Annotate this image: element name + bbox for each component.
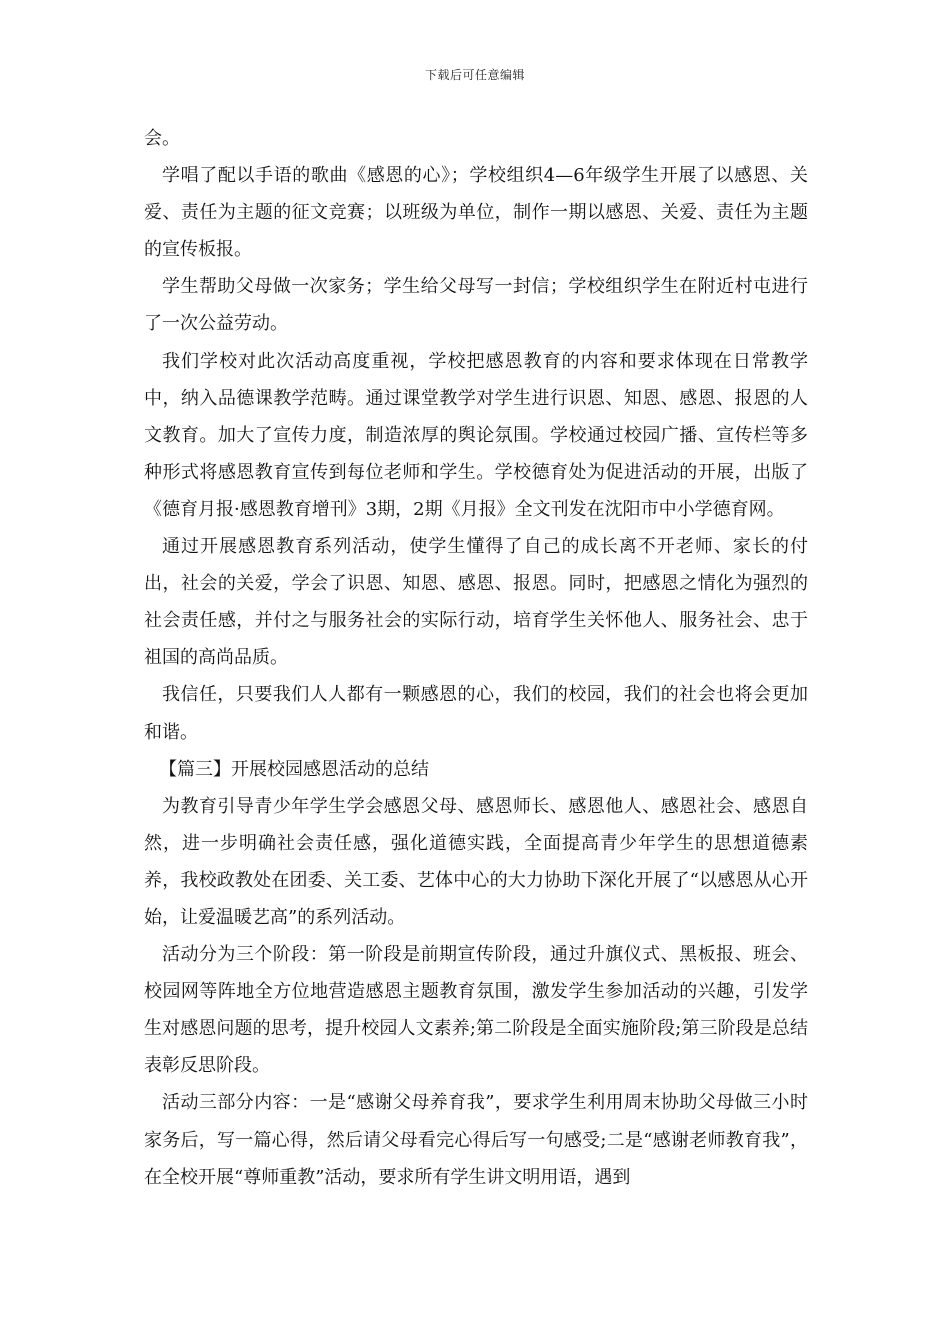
document-body	[144, 120, 808, 1196]
paragraph: 活动分为三个阶段：第一阶段是前期宣传阶段，通过升旗仪式、黑板报、班会、校园网等阵地全方位地营造感恩主题教育氛围，激发学生参加活动的兴趣，引发学生对感恩问题的思考，提升校园人文素养;第二阶段是全面实施阶段;第三阶段是总结表彰反思阶段。	[144, 944, 808, 1077]
paragraph: 学生帮助父母做一次家务；学生给父母写一封信；学校组织学生在附近村屯进行了一次公益劳动。	[144, 276, 808, 335]
paragraph: 通过开展感恩教育系列活动，使学生懂得了自己的成长离不开老师、家长的付出，社会的关爱，学会了识恩、知恩、感恩、报恩。同时，把感恩之情化为强烈的社会责任感，并付之与服务社会的实际行动，培育学生关怀他人、服务社会、忠于祖国的高尚品质。	[144, 536, 808, 669]
section-heading: 【篇三】开展校园感恩活动的总结	[159, 758, 429, 780]
paragraph: 学唱了配以手语的歌曲《感恩的心》；学校组织4—6年级学生开展了以感恩、关爱、责任为主题的征文竞赛；以班级为单位，制作一期以感恩、关爱、责任为主题的宣传板报。	[144, 165, 808, 261]
paragraph: 为教育引导青少年学生学会感恩父母、感恩师长、感恩他人、感恩社会、感恩自然，进一步明确社会责任感，强化道德实践，全面提高青少年学生的思想道德素养，我校政教处在团委、关工委、艺体中心的大力协助下深化开展了“以感恩从心开始，让爱温暖艺高”的系列活动。	[144, 795, 808, 928]
paragraph: 我信任，只要我们人人都有一颗感恩的心，我们的校园，我们的社会也将会更加和谐。	[144, 684, 808, 743]
paragraph: 活动三部分内容：一是“感谢父母养育我”，要求学生利用周末协助父母做三小时家务后，写一篇心得，然后请父母看完心得后写一句感受;二是“感谢老师教育我”，在全校开展“尊师重教”活动，要求所有学生讲文明用语，遇到	[144, 1092, 808, 1188]
paragraph-continuation: 会。	[144, 128, 180, 149]
page-header: 下载后可任意编辑	[424, 68, 525, 82]
paragraph: 我们学校对此次活动高度重视，学校把感恩教育的内容和要求体现在日常教学中，纳入品德课教学范畴。通过课堂教学对学生进行识恩、知恩、感恩、报恩的人文教育。加大了宣传力度，制造浓厚的舆论氛围。学校通过校园广播、宣传栏等多种形式将感恩教育宣传到每位老师和学生。学校德育处为促进活动的开展，出版了《德育月报·感恩教育增刊》3期，2期《月报》全文刊发在沈阳市中小学德育网。	[144, 350, 808, 520]
